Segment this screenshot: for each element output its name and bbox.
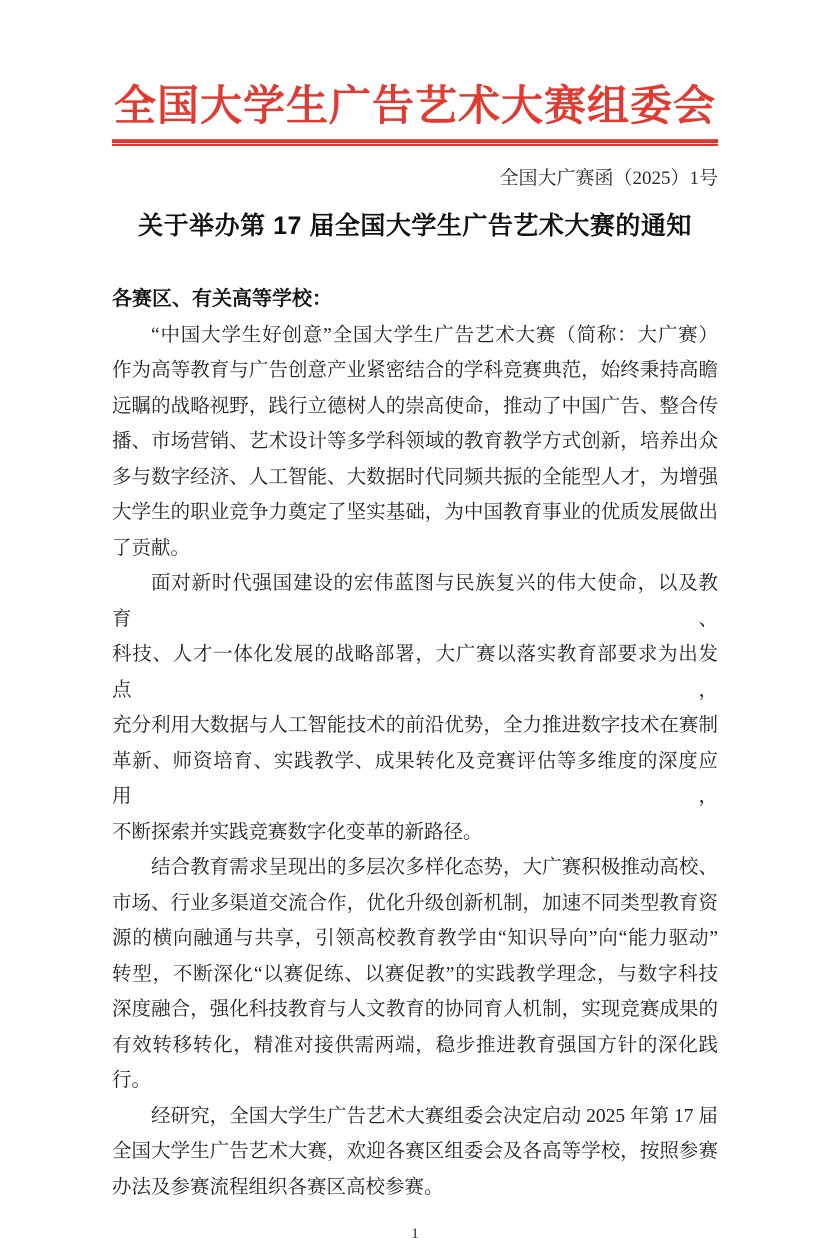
body-line: 革新、师资培育、实践教学、成果转化及竞赛评估等多维度的深度应用，: [112, 750, 718, 807]
body-line: 面对新时代强国建设的宏伟蓝图与民族复兴的伟大使命，以及教育、: [112, 573, 718, 630]
body-line: 科技、人才一体化发展的战略部署，大广赛以落实教育部要求为出发点，: [112, 644, 718, 701]
body-line: 充分利用大数据与人工智能技术的前沿优势，全力推进数字技术在赛制: [112, 715, 718, 736]
body-line: 办法及参赛流程组织各赛区高校参赛。: [112, 1176, 444, 1198]
body-line: 源的横向融通与共享，引领高校教育教学由“知识导向”向“能力驱动”: [112, 928, 718, 949]
salutation: 各赛区、有关高等学校：: [112, 288, 332, 310]
document-title: 关于举办第 17 届全国大学生广告艺术大赛的通知: [138, 212, 692, 240]
body-line: 经研究，全国大学生广告艺术大赛组委会决定启动 2025 年第 17 届: [151, 1105, 718, 1127]
body-line: 播、市场营销、艺术设计等多学科领域的教育教学方式创新，培养出众: [112, 431, 718, 452]
body-line: 结合教育需求呈现出的多层次多样化态势，大广赛积极推动高校、: [151, 857, 718, 878]
body-line: 深度融合，强化科技教育与人文教育的协同育人机制，实现竞赛成果的: [112, 999, 718, 1020]
doc-reference-number: 全国大广赛函（2025）1号: [499, 168, 718, 189]
body-line: 不断探索并实践竞赛数字化变革的新路径。: [112, 821, 483, 843]
body-line: 全国大学生广告艺术大赛，欢迎各赛区组委会及各高等学校，按照参赛: [112, 1141, 718, 1162]
body-line: 多与数字经济、人工智能、大数据时代同频共振的全能型人才，为增强: [112, 466, 718, 488]
body-line: 了贡献。: [112, 537, 191, 559]
document-page: [0, 84, 831, 1242]
body-line: 有效转移转化，精准对接供需两端，稳步推进教育强国方针的深化践行。: [112, 1034, 718, 1091]
letterhead-org-title: 全国大学生广告艺术大赛组委会: [113, 84, 716, 130]
body-line: “中国大学生好创意”全国大学生广告艺术大赛（简称：大广赛）: [151, 324, 718, 346]
body-line: 作为高等教育与广告创意产业紧密结合的学科竞赛典范，始终秉持高瞻: [112, 360, 718, 381]
body-paragraphs: [112, 318, 718, 1206]
body-line: 市场、行业多渠道交流合作，优化升级创新机制，加速不同类型教育资: [112, 892, 718, 914]
letterhead-rule: [112, 139, 718, 146]
body-line: 远瞩的战略视野，践行立德树人的崇高使命，推动了中国广告、整合传: [112, 395, 718, 417]
page-number: 1: [411, 1226, 419, 1242]
document-content: [112, 84, 718, 1243]
body-line: 大学生的职业竞争力奠定了坚实基础，为中国教育事业的优质发展做出: [112, 502, 718, 523]
body-line: 转型，不断深化“以赛促练、以赛促教”的实践教学理念，与数字科技: [112, 963, 718, 985]
